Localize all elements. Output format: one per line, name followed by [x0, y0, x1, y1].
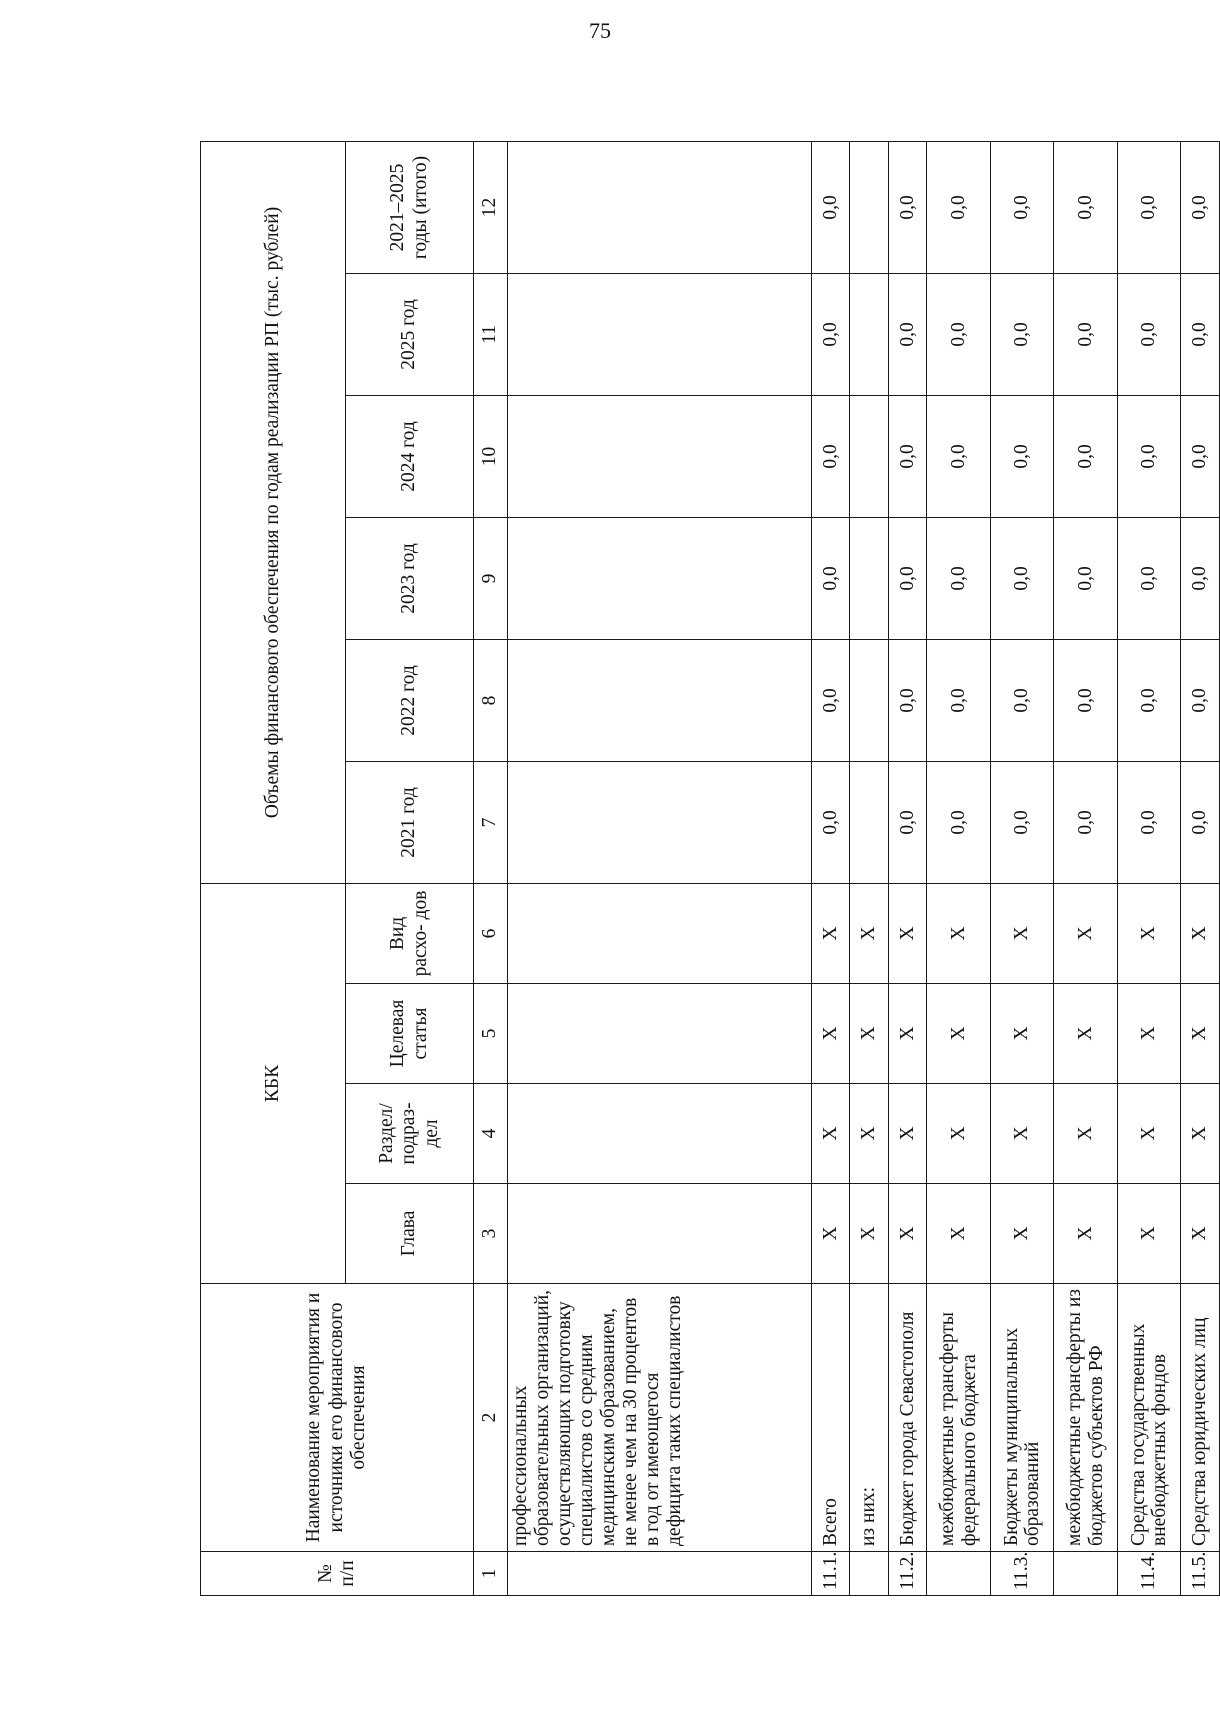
cell-2025: 0,0 — [811, 273, 850, 395]
cell-expense-type: X — [811, 883, 850, 983]
cell-section: X — [1117, 1084, 1180, 1184]
cell-expense-type: X — [1054, 883, 1117, 983]
cell-2025: 0,0 — [1117, 273, 1180, 395]
cell-chapter: X — [1117, 1184, 1180, 1284]
cell-2024: 0,0 — [990, 395, 1053, 517]
cell-2023: 0,0 — [1054, 517, 1117, 639]
cell-chapter: X — [850, 1184, 889, 1284]
header-2024: 2024 год — [346, 395, 474, 517]
cell-chapter: X — [1054, 1184, 1117, 1284]
cell-2023: 0,0 — [1181, 517, 1220, 639]
cell-2022: 0,0 — [1117, 639, 1180, 761]
cell-2024: 0,0 — [927, 395, 990, 517]
cell-chapter: X — [1181, 1184, 1220, 1284]
header-2022: 2022 год — [346, 639, 474, 761]
header-total: 2021–2025 годы (итого) — [346, 141, 474, 273]
cell-2021: 0,0 — [888, 761, 927, 883]
table-row — [888, 141, 927, 1595]
cell-2024: 0,0 — [811, 395, 850, 517]
cell-target: X — [850, 984, 889, 1084]
header-2021: 2021 год — [346, 761, 474, 883]
cell-2022: 0,0 — [1181, 639, 1220, 761]
cell-total: 0,0 — [927, 141, 990, 273]
col-number: 11 — [474, 273, 508, 395]
cell-target: X — [1054, 984, 1117, 1084]
financing-table — [200, 141, 1220, 1596]
cell-2025: 0,0 — [1181, 273, 1220, 395]
row-name: Средства юридических лиц — [1181, 1284, 1220, 1552]
cell-2024: 0,0 — [1181, 395, 1220, 517]
cell-section: X — [990, 1084, 1053, 1184]
cell-2025: 0,0 — [1054, 273, 1117, 395]
cell-section: X — [927, 1084, 990, 1184]
header-2023: 2023 год — [346, 517, 474, 639]
cell-expense-type: X — [888, 883, 927, 983]
table-row — [990, 141, 1053, 1595]
cell-total: 0,0 — [1117, 141, 1180, 273]
row-number: 11.4. — [1117, 1552, 1180, 1596]
table-row — [927, 141, 990, 1595]
col-number: 4 — [474, 1084, 508, 1184]
table-row — [508, 141, 812, 1595]
col-number: 12 — [474, 141, 508, 273]
cell-2022: 0,0 — [927, 639, 990, 761]
cell-2024: 0,0 — [1054, 395, 1117, 517]
cell-target: X — [888, 984, 927, 1084]
page-number: 75 — [589, 18, 611, 43]
row-name: Бюджеты муниципальных образований — [990, 1284, 1053, 1552]
header-name: Наименование мероприятия и источники его финансового обеспечения — [201, 1284, 474, 1552]
cell-expense-type: X — [927, 883, 990, 983]
cell-section: X — [888, 1084, 927, 1184]
cell-2021: 0,0 — [990, 761, 1053, 883]
col-number: 2 — [474, 1284, 508, 1552]
header-2025: 2025 год — [346, 273, 474, 395]
row-number — [927, 1552, 990, 1596]
cell-target: X — [927, 984, 990, 1084]
row-number — [1054, 1552, 1117, 1596]
cell-section: X — [1054, 1084, 1117, 1184]
cell-section: X — [1181, 1084, 1220, 1184]
row-name: Средства государственных внебюджетных фондов — [1117, 1284, 1180, 1552]
cell-expense-type: X — [990, 883, 1053, 983]
cell-2023: 0,0 — [811, 517, 850, 639]
cell-2023: 0,0 — [1117, 517, 1180, 639]
cell-target: X — [1181, 984, 1220, 1084]
cell-section: X — [850, 1084, 889, 1184]
cell-2021 — [850, 761, 889, 883]
row-name: Всего — [811, 1284, 850, 1552]
cell-2023 — [850, 517, 889, 639]
table-row — [850, 141, 889, 1595]
cell-2022 — [850, 639, 889, 761]
cell-chapter: X — [927, 1184, 990, 1284]
cell-2022: 0,0 — [888, 639, 927, 761]
table-row — [1117, 141, 1180, 1595]
cell-total: 0,0 — [811, 141, 850, 273]
cell-2024: 0,0 — [888, 395, 927, 517]
cell-2024: 0,0 — [1117, 395, 1180, 517]
cell-2022: 0,0 — [811, 639, 850, 761]
measure-description: профессиональных образовательных организаций, осуществляющих подготовку специалистов со средним медицинским образованием, не менее чем на 30 процентов в год от имеющегося дефицита таких специалистов — [508, 1284, 812, 1552]
cell-target: X — [990, 984, 1053, 1084]
table-row — [1054, 141, 1117, 1595]
col-number: 7 — [474, 761, 508, 883]
cell-2025 — [850, 273, 889, 395]
row-number — [850, 1552, 889, 1596]
row-number: 11.1. — [811, 1552, 850, 1596]
cell-total: 0,0 — [888, 141, 927, 273]
cell-target: X — [1117, 984, 1180, 1084]
header-kbk: КБК — [201, 883, 346, 1283]
cell-2023: 0,0 — [888, 517, 927, 639]
row-name: межбюджетные трансферты из бюджетов субъектов РФ — [1054, 1284, 1117, 1552]
row-number: 11.2. — [888, 1552, 927, 1596]
col-number: 1 — [474, 1552, 508, 1596]
col-number: 8 — [474, 639, 508, 761]
col-number: 5 — [474, 984, 508, 1084]
cell-expense-type: X — [850, 883, 889, 983]
cell-chapter: X — [811, 1184, 850, 1284]
header-section: Раздел/ подраз- дел — [346, 1084, 474, 1184]
cell-2023: 0,0 — [990, 517, 1053, 639]
cell-total: 0,0 — [1181, 141, 1220, 273]
cell-2025: 0,0 — [888, 273, 927, 395]
header-chapter: Глава — [346, 1184, 474, 1284]
cell-2021: 0,0 — [1117, 761, 1180, 883]
cell-total: 0,0 — [990, 141, 1053, 273]
header-num: № п/п — [201, 1552, 474, 1596]
cell-chapter: X — [990, 1184, 1053, 1284]
col-number: 6 — [474, 883, 508, 983]
cell-section: X — [811, 1084, 850, 1184]
cell-target: X — [811, 984, 850, 1084]
cell-2021: 0,0 — [1181, 761, 1220, 883]
cell-2022: 0,0 — [990, 639, 1053, 761]
col-number: 9 — [474, 517, 508, 639]
row-name: Бюджет города Севастополя — [888, 1284, 927, 1552]
cell-total — [850, 141, 889, 273]
table-row — [811, 141, 850, 1595]
header-volumes: Объемы финансового обеспечения по годам реализации РП (тыс. рублей) — [201, 141, 346, 883]
table-row — [1181, 141, 1220, 1595]
row-number: 11.3. — [990, 1552, 1053, 1596]
cell-total: 0,0 — [1054, 141, 1117, 273]
cell-2023: 0,0 — [927, 517, 990, 639]
header-expense-type: Вид расхо- дов — [346, 883, 474, 983]
row-name: из них: — [850, 1284, 889, 1552]
row-name: межбюджетные трансферты федерального бюджета — [927, 1284, 990, 1552]
col-number: 3 — [474, 1184, 508, 1284]
cell-2025: 0,0 — [990, 273, 1053, 395]
rotated-table-wrapper — [200, 142, 1220, 1596]
cell-2024 — [850, 395, 889, 517]
cell-expense-type: X — [1117, 883, 1180, 983]
cell-2021: 0,0 — [927, 761, 990, 883]
row-number: 11.5. — [1181, 1552, 1220, 1596]
header-target: Целевая статья — [346, 984, 474, 1084]
cell-2021: 0,0 — [1054, 761, 1117, 883]
cell-2025: 0,0 — [927, 273, 990, 395]
cell-expense-type: X — [1181, 883, 1220, 983]
col-number: 10 — [474, 395, 508, 517]
cell-chapter: X — [888, 1184, 927, 1284]
cell-2022: 0,0 — [1054, 639, 1117, 761]
cell-2021: 0,0 — [811, 761, 850, 883]
